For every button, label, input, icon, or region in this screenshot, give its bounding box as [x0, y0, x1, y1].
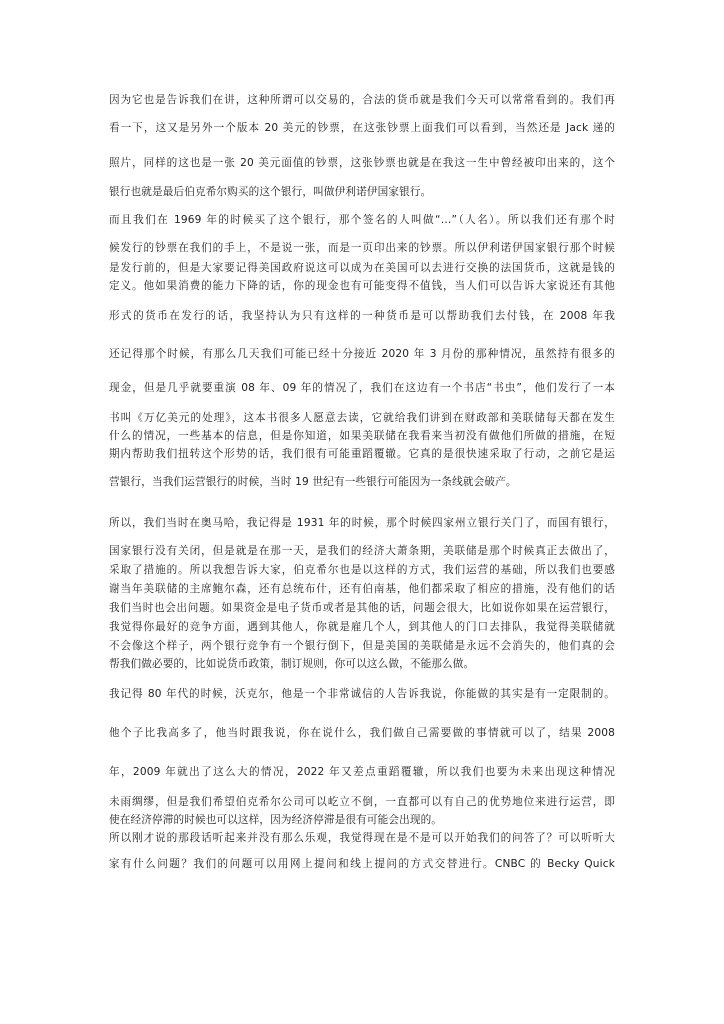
text-line: 国家银行没有关闭，但是就是在那一天，是我们的经济大萧条期，美联储是那个时候真正去做出了， [109, 545, 615, 557]
text-line: 书叫《万亿美元的处理》，这本书很多人愿意去读，它就给我们讲到在财政部和美联储每天都在发生 [109, 412, 615, 424]
text-line: 我记得 80 年代的时候，沃克尔，他是一个非常诚信的人告诉我说，你能做的其实是有一定限制的。 [109, 688, 615, 700]
text-line: 我们当时也会出问题。如果资金是电子货币或者是其他的话，问题会很大，比如说你如果在运营银行， [109, 602, 615, 614]
text-line: 采取了措施的。所以我想告诉大家，伯克希尔也是以这样的方式，我们运营的基础，所以我们也要感 [109, 564, 615, 576]
text-line: 年，2009 年就出了这么大的情况，2022 年又差点重蹈覆辙，所以我们也要为未来出现这种情况 [109, 766, 615, 778]
text-line: 谢当年美联储的主席鲍尔森，还有总统布什，还有伯南基，他们都采取了相应的措施，没有他们的话 [109, 583, 615, 595]
text-line: 因为它也是告诉我们在讲，这种所谓可以交易的，合法的货币就是我们今天可以常常看到的。我们再 [109, 94, 615, 106]
text-line: 而且我们在 1969 年的时候买了这个银行，那个签名的人叫做“…”（人名）。所以我们还有那个时 [109, 214, 615, 226]
text-line: 照片，同样的这也是一张 20 美元面值的钞票，这张钞票也就是在我这一生中曾经被印出来的，这个 [109, 157, 615, 169]
text-line: 期内帮助我们扭转这个形势的话，我们很有可能重蹈覆辙。它真的是很快速采取了行动，之前它是运 [109, 448, 615, 460]
text-line: 他个子比我高多了，他当时跟我说，你在说什么，我们做自己需要做的事情就可以了，结果 2008 [109, 727, 615, 739]
text-line: 不会像这个样子，两个银行竞争有一个银行倒下，但是美国的美联储是永远不会消失的，他们真的会 [109, 640, 615, 652]
text-line: 候发行的钞票在我们的手上，不是说一张，而是一页印出来的钞票。所以伊利诺伊国家银行那个时候 [109, 242, 615, 254]
text-line: 营银行，当我们运营银行的时候，当时 19 世纪有一些银行可能因为一条线就会破产。 [109, 476, 517, 488]
text-line: 银行也就是最后伯克希尔购买的这个银行，叫做伊利诺伊国家银行。 [109, 186, 432, 198]
text-line: 形式的货币在发行的话，我坚持认为只有这样的一种货币是可以帮助我们去付钱，在 2008 年我 [109, 310, 615, 322]
text-line: 是发行前的，但是大家要记得美国政府说这可以成为在美国可以去进行交换的法国货币，这就是钱的 [109, 262, 615, 274]
text-line: 使在经济停滞的时候也可以这样，因为经济停滞是很有可能会出现的。 [109, 814, 443, 826]
text-line: 所以，我们当时在奥马哈，我记得是 1931 年的时候，那个时候四家州立银行关门了，而国有银行， [109, 517, 615, 529]
text-line: 帮我们做必要的，比如说货币政策，制订规则，你可以这么做，不能那么做。 [109, 658, 475, 670]
text-line: 未雨绸缪，但是我们希望伯克希尔公司可以屹立不倒，一直都可以有自己的优势地位来进行运营，即 [109, 796, 615, 808]
text-line: 还记得那个时候，有那么几天我们可能已经十分接近 2020 年 3 月份的那种情况，虽然持有很多的 [109, 348, 615, 360]
text-line: 我觉得你最好的竞争方面，遇到其他人，你就是雇几个人，到其他人的门口去排队，我觉得美联储就 [109, 621, 615, 633]
text-line: 定义。他如果消费的能力下降的话，你的现金也有可能变得不值钱，当人们可以告诉大家说还有其他 [109, 280, 615, 292]
text-line: 看一下，这又是另外一个版本 20 美元的钞票，在这张钞票上面我们可以看到，当然还是 Jack 递的 [109, 122, 615, 134]
text-line: 什么的情况，一些基本的信息，但是你知道，如果美联储在我看来当初没有做他们所做的措施，在短 [109, 430, 615, 442]
text-line: 家有什么问题？我们的问题可以用网上提问和线上提问的方式交替进行。CNBC 的 Becky Quick [109, 858, 615, 870]
text-line: 所以刚才说的那段话听起来并没有那么乐观，我觉得现在是不是可以开始我们的问答了？可以听听大 [109, 832, 615, 844]
text-line: 现金，但是几乎就要重演 08 年、09 年的情况了，我们在这边有一个书店“书虫”，他们发行了一本 [109, 382, 615, 394]
